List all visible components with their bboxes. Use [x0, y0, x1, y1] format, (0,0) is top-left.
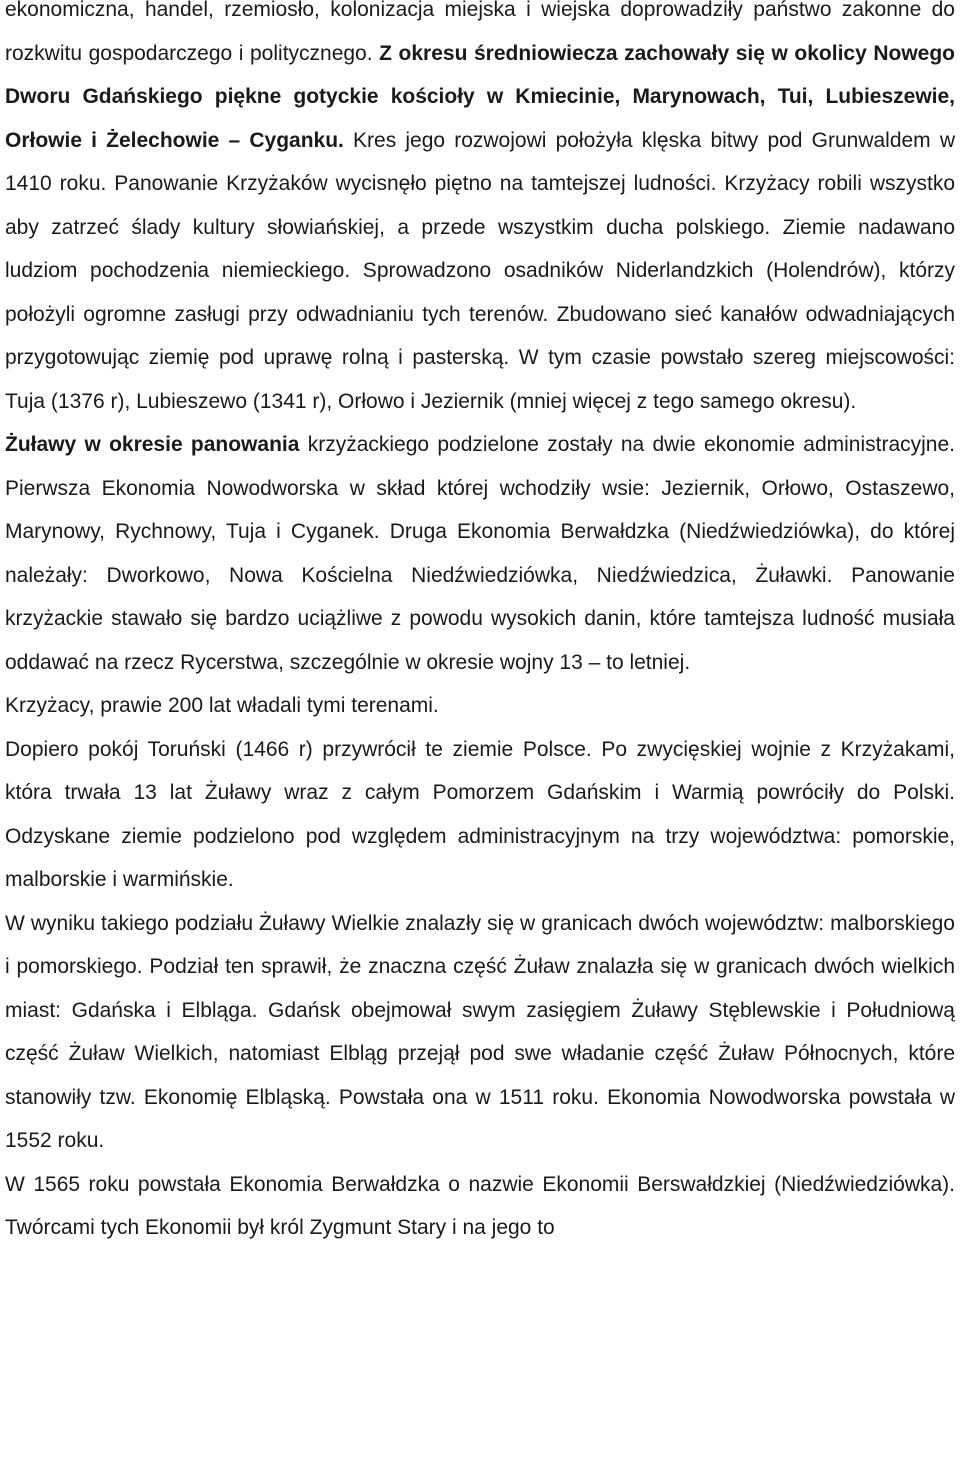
paragraph-1-body: Kres jego rozwojowi położyła klęska bitwy pod Grunwaldem w 1410 roku. Panowanie Krzyżaków wycisnęło piętno na tamtejszej ludności. Krzyżacy robili wszystko aby zatrzeć ślady kultury słowiańskiej, a przede wszystkim ducha polskiego. Ziemie nadawano ludziom pochodzenia niemieckiego. Sprowadzono osadników Niderlandzkich (Holendrów), którzy położyli ogromne zasługi przy odwadnianiu tych terenów. Zbudowano sieć kanałów odwadniających przygotowując ziemię pod uprawę rolną i pasterską. W tym czasie powstało szereg miejscowości: Tuja (1376 r), Lubieszewo (1341 r), Orłowo i Jeziernik (mniej więcej z tego samego okresu).: [5, 128, 955, 413]
paragraph-1: [5, 0, 955, 423]
paragraph-4: Dopiero pokój Toruński (1466 r) przywrócił te ziemie Polsce. Po zwycięskiej wojnie z Krzyżakami, która trwała 13 lat Żuławy wraz z całym Pomorzem Gdańskim i Warmią powróciły do Polski. Odzyskane ziemie podzielono pod względem administracyjnym na trzy województwa: pomorskie, malborskie i warmińskie.: [5, 737, 955, 891]
paragraph-2: [5, 423, 955, 684]
paragraph-2-body: krzyżackiego podzielone zostały na dwie ekonomie administracyjne. Pierwsza Ekonomia Nowodworska w skład której wchodziły wsie: Jeziernik, Orłowo, Ostaszewo, Marynowy, Rychnowy, Tuja i Cyganek. Druga Ekonomia Berwałdzka (Niedźwiedziówka), do której należały: Dworkowo, Nowa Kościelna Niedźwiedziówka, Niedźwiedzica, Żuławki. Panowanie krzyżackie stawało się bardzo uciążliwe z powodu wysokich danin, które tamtejsza ludność musiała oddawać na rzecz Rycerstwa, szczególnie w okresie wojny 13 – to letniej.: [5, 433, 955, 674]
paragraph-1-intro: ekonomiczna, handel, rzemiosło, kolonizacja miejska i wiejska doprowadziły państwo zakonne do rozkwitu gospodarczego i politycznego.: [5, 0, 955, 65]
paragraph-2-bold: Żuławy w okresie panowania: [5, 433, 300, 456]
paragraph-1-bold: Z okresu średniowiecza zachowały się w okolicy Nowego Dworu Gdańskiego piękne gotyckie kościoły w Kmiecinie, Marynowach, Tui, Lubieszewie, Orłowie i Żelechowie – Cyganku.: [5, 41, 955, 152]
paragraph-6: W 1565 roku powstała Ekonomia Berwałdzka o nazwie Ekonomii Berswałdzkiej (Niedźwiedziówka). Twórcami tych Ekonomii był król Zygmunt Stary i na jego to: [5, 1172, 955, 1239]
paragraph-5: W wyniku takiego podziału Żuławy Wielkie znalazły się w granicach dwóch województw: malborskiego i pomorskiego. Podział ten sprawił, że znaczna część Żuław znalazła się w granicach dwóch wielkich miast: Gdańska i Elbląga. Gdańsk obejmował swym zasięgiem Żuławy Stęblewskie i Południową część Żuław Wielkich, natomiast Elbląg przejął pod swe władanie część Żuław Północnych, które stanowiły tzw. Ekonomię Elbląską. Powstała ona w 1511 roku. Ekonomia Nowodworska powstała w 1552 roku.: [5, 911, 955, 1152]
paragraph-3: Krzyżacy, prawie 200 lat władali tymi terenami.: [5, 694, 439, 717]
